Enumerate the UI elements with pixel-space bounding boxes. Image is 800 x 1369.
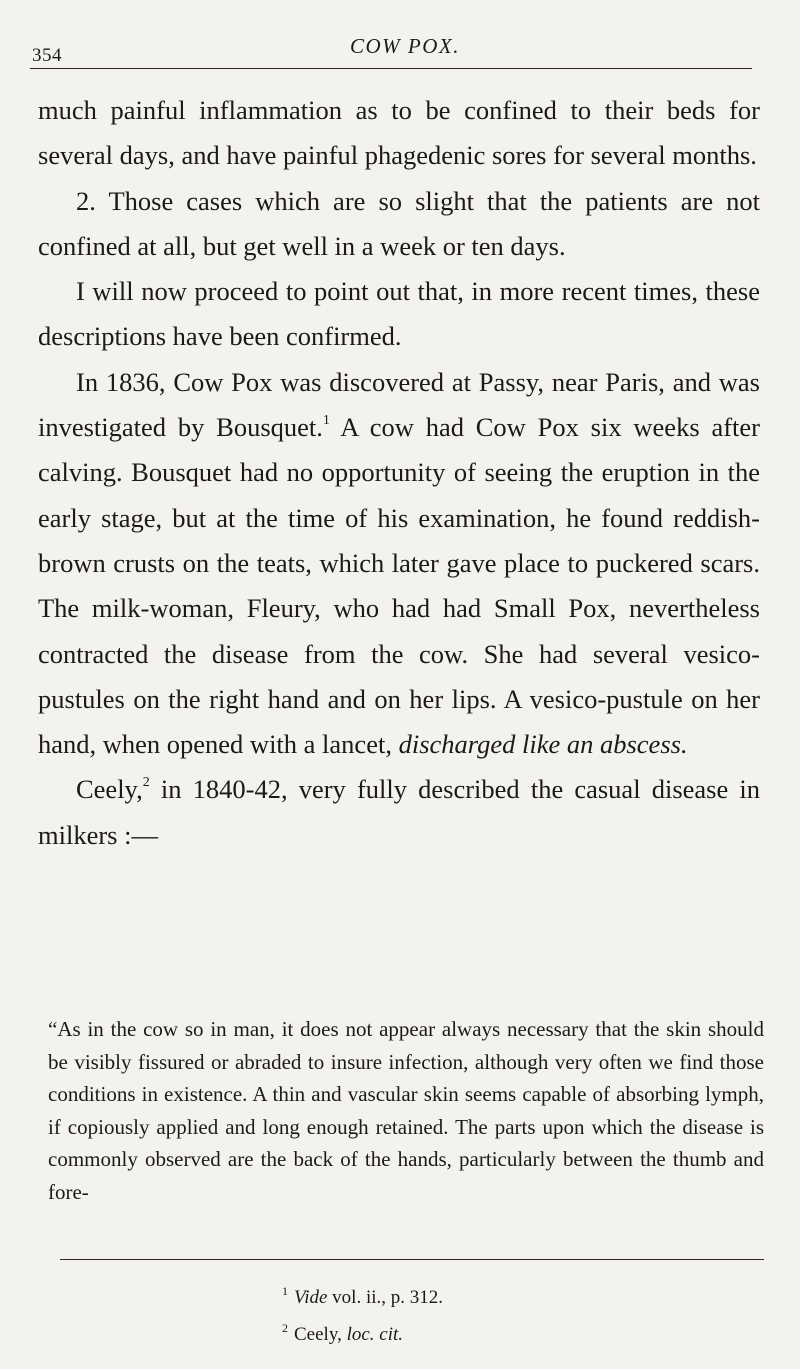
running-head: COW POX. <box>350 34 460 58</box>
paragraph-continuation: much painful inflammation as to be confined to their beds for several days, and have painful phagedenic sores for several months. <box>38 95 760 171</box>
ceely-text-b: in 1840-42, very fully described the casual disease in milkers :— <box>38 774 760 850</box>
footnote-rule <box>60 1259 764 1260</box>
footnote-ref-1: 1 <box>322 413 330 429</box>
footnote-2 <box>282 1313 443 1350</box>
page-number: 354 <box>32 45 62 66</box>
body-text <box>38 88 760 858</box>
footnote-2-mark: 2 <box>282 1321 288 1335</box>
footnote-2-text: Ceely, <box>294 1324 347 1345</box>
bousquet-text-a: In 1836, Cow Pox was discovered at Passy, near Paris, and was investigated by Bousquet. <box>38 366 760 443</box>
quote-text: “As in the cow so in man, it does not appear always necessary that the skin should be visibly fissured or abraded to insure infection, although very often we find those conditions in existence. A thin and vascular skin seems capable of absorbing lymph, if copiously applied and long enough retained. The parts upon which the disease is commonly observed are the back of the hands, particularly between the thumb and fore- <box>48 1017 764 1204</box>
footnote-2-emphasis: loc. cit. <box>346 1324 404 1345</box>
bousquet-text-b: A cow had Cow Pox six weeks after calving. Bousquet had no opportunity of seeing the eruption in the early stage, but at the time of his examination, he found reddish-brown crusts on the teats, which later gave place to puckered scars. The milk-woman, Fleury, who had had Small Pox, nevertheless contracted the disease from the cow. She had several vesico-pustules on the right hand and on her lips. A vesico-pustule on her hand, when opened with a lancet, <box>38 412 760 760</box>
block-quote <box>48 1013 764 1209</box>
footnote-1-emphasis: Vide <box>294 1287 328 1308</box>
paragraph-case-2: 2. Those cases which are so slight that the patients are not confined at all, but get well in a week or ten days. <box>38 185 760 261</box>
footnote-ref-2: 2 <box>142 775 150 791</box>
bousquet-emphasis: discharged like an abscess. <box>398 729 688 760</box>
paragraph-ceely <box>38 767 760 858</box>
footnotes <box>282 1276 443 1350</box>
paragraph-confirmation: I will now proceed to point out that, in more recent times, these descriptions have been confirmed. <box>38 276 760 352</box>
paragraph-bousquet <box>38 360 760 768</box>
footnote-1-text: vol. ii., p. 312. <box>327 1287 444 1308</box>
header-rule <box>30 68 752 69</box>
ceely-text-a: Ceely, <box>76 774 143 805</box>
footnote-1-mark: 1 <box>282 1284 288 1298</box>
footnote-1 <box>282 1276 443 1313</box>
